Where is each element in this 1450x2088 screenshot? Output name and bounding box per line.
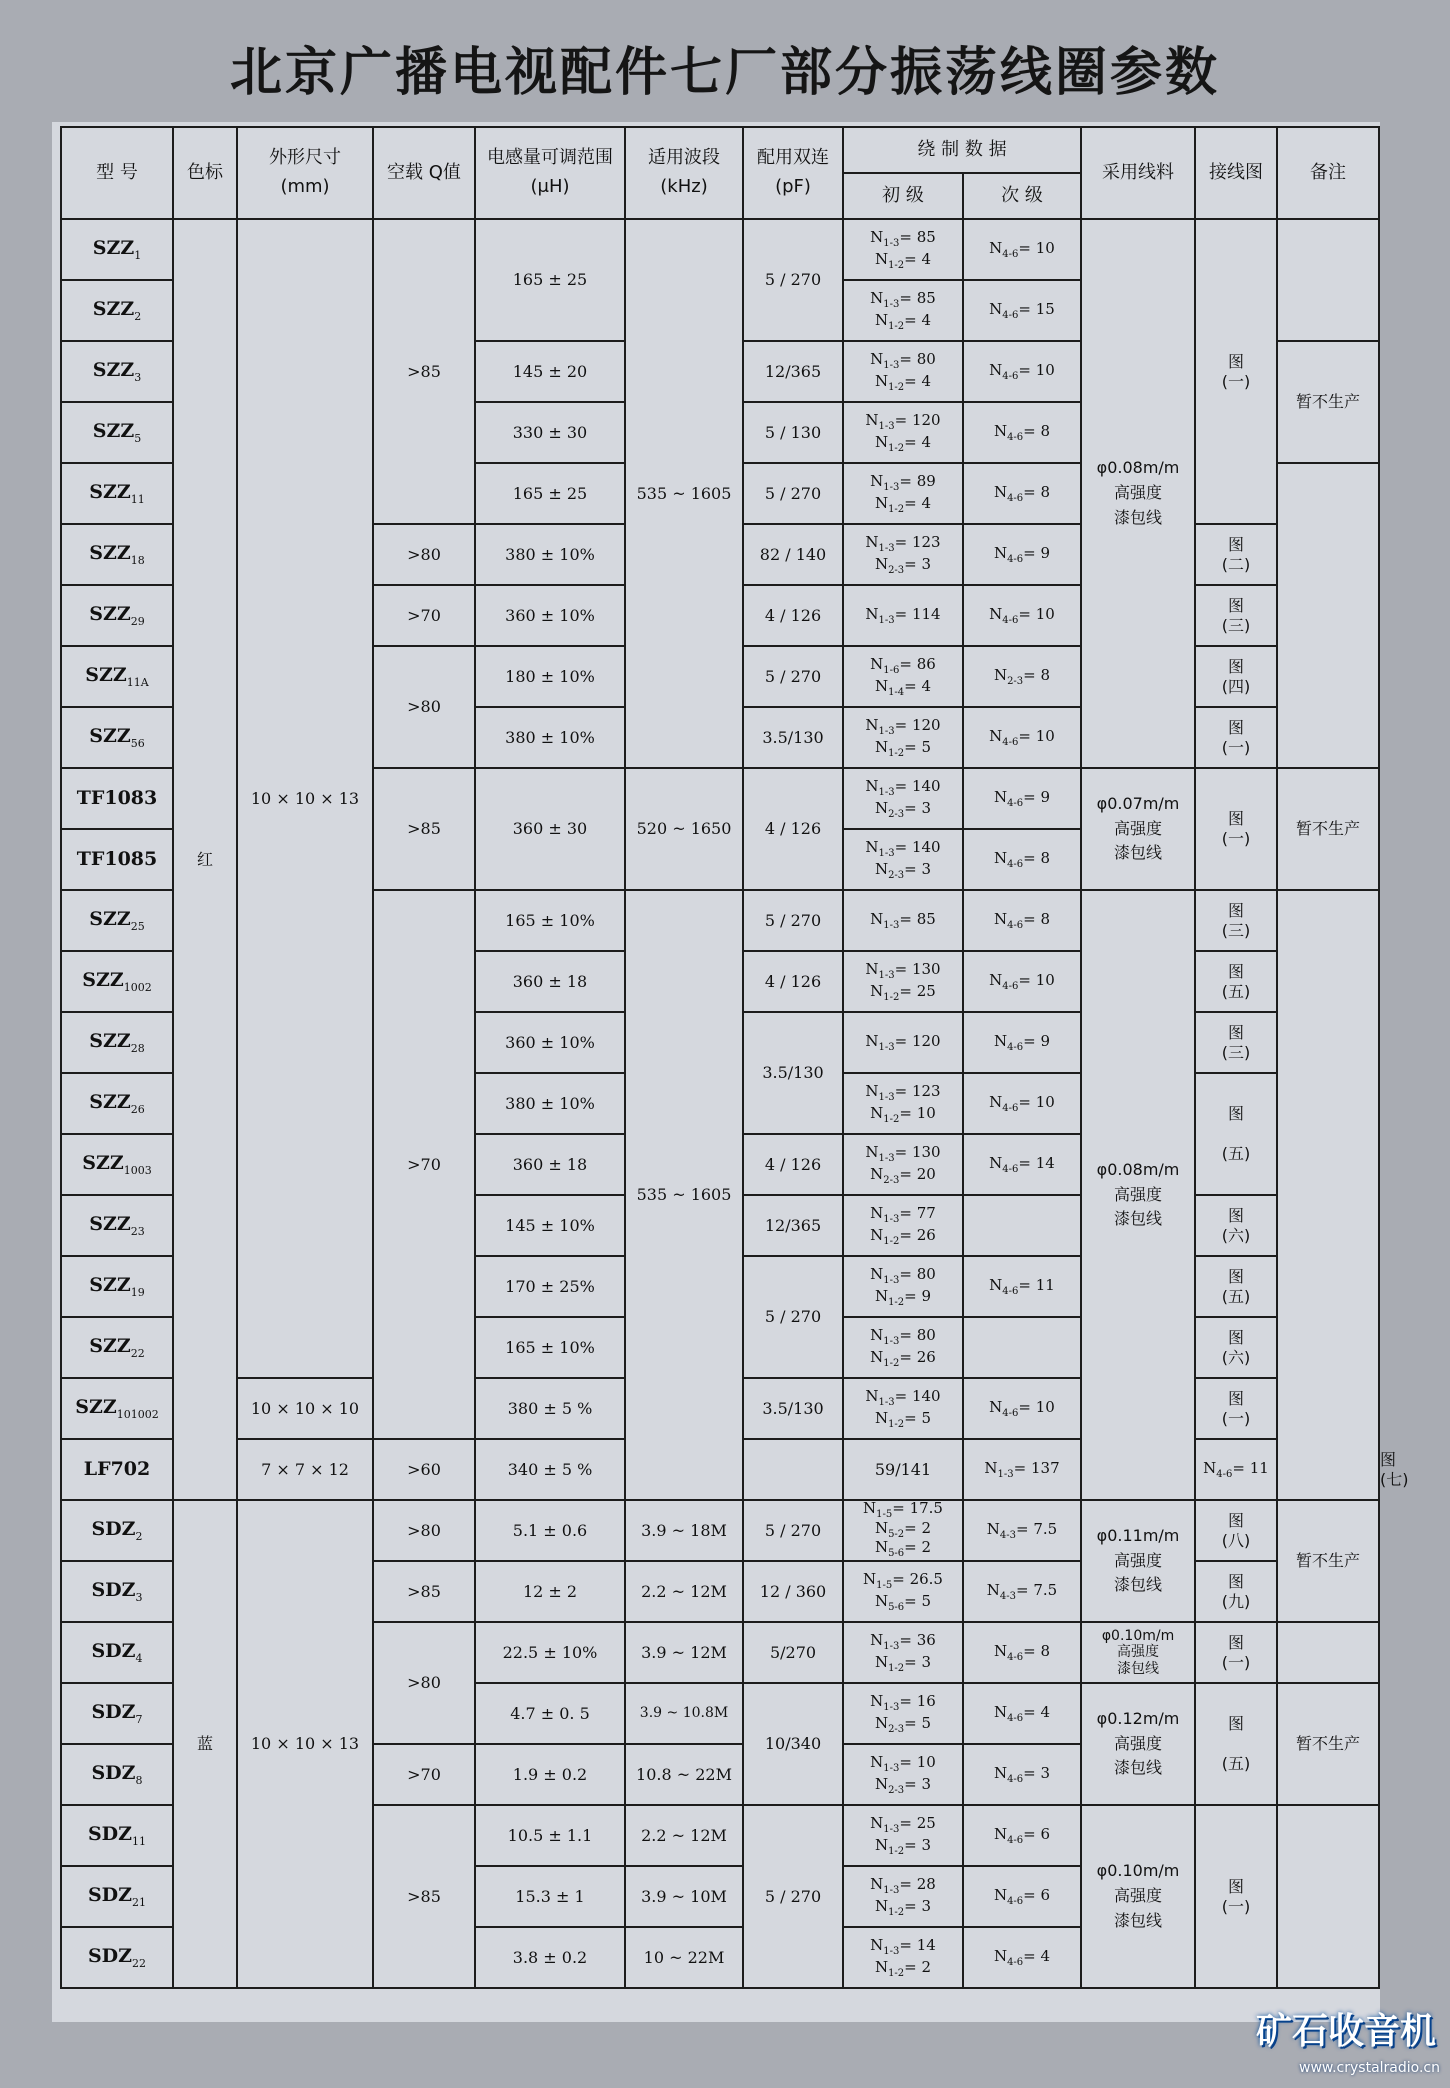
- band-cell: 3.9 ~ 10M: [625, 1866, 743, 1927]
- primary-winding: $N_{1-3}= 85$ $N_{1-2}= 4$: [843, 280, 963, 341]
- diagram-cell: 图 (六): [1195, 1195, 1277, 1256]
- diagram-cell: 图 (一): [1195, 768, 1277, 890]
- wire-cell: φ0.08m/m 高强度 漆包线: [1081, 890, 1195, 1500]
- inductance-cell: 380 ± 5 %: [475, 1378, 625, 1439]
- q-value: >60: [373, 1439, 475, 1500]
- model-cell: TF1083: [61, 768, 173, 829]
- inductance-cell: 22.5 ± 10%: [475, 1622, 625, 1683]
- inductance-cell: 165 ± 25: [475, 219, 625, 341]
- secondary-winding: $N_{4-6}= 10$: [963, 1378, 1081, 1439]
- q-value: >85: [373, 768, 475, 890]
- diagram-cell: 图 (三): [1195, 1012, 1277, 1073]
- header-capacitor: 配用双连 (pF): [743, 127, 843, 219]
- size-main: 10 × 10 × 13: [237, 219, 373, 1378]
- inductance-cell: 10.5 ± 1.1: [475, 1805, 625, 1866]
- band-cell: 3.9 ~ 18M: [625, 1500, 743, 1561]
- secondary-winding: $N_{4-6}= 10$: [963, 585, 1081, 646]
- capacitor-cell: 12/365: [743, 1195, 843, 1256]
- band-cell: 520 ~ 1650: [625, 768, 743, 890]
- primary-winding: $N_{1-3}= 130$ $N_{1-2}= 25$: [843, 951, 963, 1012]
- inductance-cell: 380 ± 10%: [475, 524, 625, 585]
- primary-winding: $N_{1-3}= 140$ $N_{2-3}= 3$: [843, 768, 963, 829]
- inductance-cell: 145 ± 20: [475, 341, 625, 402]
- capacitor-cell: 4 / 126: [743, 585, 843, 646]
- primary-winding: $N_{1-3}= 14$ $N_{1-2}= 2$: [843, 1927, 963, 1988]
- secondary-winding: $N_{4-6}= 10$: [963, 707, 1081, 768]
- band-cell: 3.9 ~ 12M: [625, 1622, 743, 1683]
- secondary-winding: $N_{4-6}= 9$: [963, 768, 1081, 829]
- capacitor-cell: 12/365: [743, 341, 843, 402]
- primary-winding: $N_{1-3}= 85$: [843, 890, 963, 951]
- secondary-winding: $N_{4-6}= 8$: [963, 890, 1081, 951]
- diagram-cell: 图 (五): [1195, 1683, 1277, 1805]
- band-cell: 10.8 ~ 22M: [625, 1744, 743, 1805]
- secondary-winding: $N_{4-6}= 14$: [963, 1134, 1081, 1195]
- diagram-cell: 图 (三): [1195, 890, 1277, 951]
- capacitor-cell: 5/270: [743, 1622, 843, 1683]
- wire-cell: φ0.10m/m 高强度 漆包线: [1081, 1622, 1195, 1683]
- capacitor-cell: 5 / 130: [743, 402, 843, 463]
- model-cell: $SZZ_{19}$: [61, 1256, 173, 1317]
- wire-cell: φ0.10m/m 高强度 漆包线: [1081, 1805, 1195, 1988]
- secondary-winding: $N_{4-6}= 8$: [963, 463, 1081, 524]
- capacitor-cell: 5 / 270: [743, 646, 843, 707]
- q-value: >70: [373, 890, 475, 1439]
- inductance-cell: 360 ± 30: [475, 768, 625, 890]
- primary-winding: $N_{1-3}= 137$: [963, 1439, 1081, 1500]
- secondary-winding: $N_{4-6}= 10$: [963, 219, 1081, 280]
- diagram-cell: 图 (一): [1195, 1805, 1277, 1988]
- secondary-winding: $N_{4-6}= 10$: [963, 1073, 1081, 1134]
- primary-winding: $N_{1-3}= 114$: [843, 585, 963, 646]
- q-value: >85: [373, 1561, 475, 1622]
- model-cell: $SZZ_{23}$: [61, 1195, 173, 1256]
- model-cell: $SZZ_3$: [61, 341, 173, 402]
- diagram-cell: 图 (二): [1195, 524, 1277, 585]
- band-cell: 2.2 ~ 12M: [625, 1805, 743, 1866]
- secondary-winding: $N_{4-6}= 10$: [963, 951, 1081, 1012]
- secondary-winding: $N_{4-6}= 11$: [963, 1256, 1081, 1317]
- primary-winding: $N_{1-3}= 77$ $N_{1-2}= 26$: [843, 1195, 963, 1256]
- inductance-cell: 330 ± 30: [475, 402, 625, 463]
- model-cell: $SZZ_2$: [61, 280, 173, 341]
- model-cell: $SZZ_{101002}$: [61, 1378, 173, 1439]
- watermark-url: www.crystalradio.cn: [1299, 2060, 1440, 2076]
- q-value: >85: [373, 219, 475, 524]
- model-cell: $SZZ_{22}$: [61, 1317, 173, 1378]
- inductance-cell: 360 ± 10%: [475, 585, 625, 646]
- primary-winding: $N_{1-3}= 28$ $N_{1-2}= 3$: [843, 1866, 963, 1927]
- primary-winding: $N_{1-3}= 120$: [843, 1012, 963, 1073]
- diagram-cell: 图 (一): [1195, 707, 1277, 768]
- capacitor-cell: 5 / 270: [743, 1256, 843, 1378]
- watermark-logo: 矿石收音机: [1255, 2011, 1436, 2052]
- note-cell-empty: [1277, 1805, 1379, 1988]
- secondary-winding: $N_{2-3}= 8$: [963, 646, 1081, 707]
- primary-winding: $N_{1-3}= 120$ $N_{1-2}= 5$: [843, 707, 963, 768]
- primary-winding: $N_{1-3}= 123$ $N_{1-2}= 10$: [843, 1073, 963, 1134]
- band-cell: 10 ~ 22M: [625, 1927, 743, 1988]
- band-cell-empty: [743, 1439, 843, 1500]
- q-value: >70: [373, 585, 475, 646]
- inductance-cell: 360 ± 18: [475, 951, 625, 1012]
- color-code-blue: 蓝: [173, 1500, 237, 1988]
- size-cell: 10 × 10 × 10: [237, 1378, 373, 1439]
- primary-winding: $N_{1-3}= 123$ $N_{2-3}= 3$: [843, 524, 963, 585]
- band-cell: 535 ~ 1605: [625, 890, 743, 1500]
- capacitor-cell: 3.5/130: [743, 707, 843, 768]
- secondary-winding: $N_{4-3}= 7.5$: [963, 1561, 1081, 1622]
- diagram-cell: 图 (一): [1195, 219, 1277, 524]
- secondary-winding: $N_{4-6}= 9$: [963, 524, 1081, 585]
- header-size: 外形尺寸 (mm): [237, 127, 373, 219]
- q-value: >80: [373, 646, 475, 768]
- primary-winding: $N_{1-3}= 80$ $N_{1-2}= 9$: [843, 1256, 963, 1317]
- wire-cell: φ0.08m/m 高强度 漆包线: [1081, 219, 1195, 768]
- note-cell: 暂不生产: [1277, 768, 1379, 890]
- primary-winding: $N_{1-3}= 36$ $N_{1-2}= 3$: [843, 1622, 963, 1683]
- capacitor-cell: 5 / 270: [743, 219, 843, 341]
- model-cell: $SDZ_{11}$: [61, 1805, 173, 1866]
- header-band: 适用波段 (kHz): [625, 127, 743, 219]
- inductance-cell: 12 ± 2: [475, 1561, 625, 1622]
- model-cell: $SZZ_{26}$: [61, 1073, 173, 1134]
- capacitor-cell: 10/340: [743, 1683, 843, 1805]
- secondary-winding: $N_{4-6}= 6$: [963, 1866, 1081, 1927]
- model-cell: $SDZ_4$: [61, 1622, 173, 1683]
- page-title: 北京广播电视配件七厂部分振荡线圈参数: [229, 43, 1220, 103]
- secondary-winding-empty: [963, 1195, 1081, 1256]
- secondary-winding: $N_{4-6}= 8$: [963, 1622, 1081, 1683]
- q-value: >70: [373, 1744, 475, 1805]
- model-cell: LF702: [61, 1439, 173, 1500]
- header-winding: 绕 制 数 据: [843, 127, 1081, 173]
- size-blue: 10 × 10 × 13: [237, 1500, 373, 1988]
- model-cell: $SDZ_2$: [61, 1500, 173, 1561]
- model-cell: $SZZ_{11}$: [61, 463, 173, 524]
- capacitor-cell: 5 / 270: [743, 463, 843, 524]
- primary-winding: $N_{1-3}= 89$ $N_{1-2}= 4$: [843, 463, 963, 524]
- secondary-winding: $N_{4-6}= 4$: [963, 1683, 1081, 1744]
- primary-winding: $N_{1-3}= 10$ $N_{2-3}= 3$: [843, 1744, 963, 1805]
- inductance-cell: 380 ± 10%: [475, 1073, 625, 1134]
- header-model: 型 号: [61, 127, 173, 219]
- header-wire: 采用线料: [1081, 127, 1195, 219]
- secondary-winding: $N_{4-6}= 4$: [963, 1927, 1081, 1988]
- secondary-winding: $N_{4-6}= 15$: [963, 280, 1081, 341]
- primary-winding: $N_{1-3}= 120$ $N_{1-2}= 4$: [843, 402, 963, 463]
- q-value: >80: [373, 1500, 475, 1561]
- header-primary: 初 级: [843, 173, 963, 219]
- inductance-cell: 360 ± 18: [475, 1134, 625, 1195]
- capacitor-cell: 5 / 270: [743, 890, 843, 951]
- diagram-cell: 图 (三): [1195, 585, 1277, 646]
- wire-cell: φ0.07m/m 高强度 漆包线: [1081, 768, 1195, 890]
- band-cell: 535 ~ 1605: [625, 219, 743, 768]
- size-cell: 7 × 7 × 12: [237, 1439, 373, 1500]
- primary-winding: $N_{1-3}= 25$ $N_{1-2}= 3$: [843, 1805, 963, 1866]
- capacitor-cell: 59/141: [843, 1439, 963, 1500]
- inductance-cell: 360 ± 10%: [475, 1012, 625, 1073]
- note-cell: 暂不生产: [1277, 341, 1379, 463]
- capacitor-cell: 12 / 360: [743, 1561, 843, 1622]
- primary-winding: $N_{1-3}= 80$ $N_{1-2}= 26$: [843, 1317, 963, 1378]
- header-note: 备注: [1277, 127, 1379, 219]
- inductance-cell: 165 ± 25: [475, 463, 625, 524]
- inductance-cell: 1.9 ± 0.2: [475, 1744, 625, 1805]
- secondary-winding: $N_{4-6}= 8$: [963, 402, 1081, 463]
- inductance-cell: 340 ± 5 %: [475, 1439, 625, 1500]
- capacitor-cell: 4 / 126: [743, 951, 843, 1012]
- capacitor-cell: 4 / 126: [743, 1134, 843, 1195]
- primary-winding: $N_{1-6}= 86$ $N_{1-4}= 4$: [843, 646, 963, 707]
- inductance-cell: 170 ± 25%: [475, 1256, 625, 1317]
- inductance-cell: 165 ± 10%: [475, 890, 625, 951]
- model-cell: $SZZ_{25}$: [61, 890, 173, 951]
- secondary-winding: $N_{4-6}= 6$: [963, 1805, 1081, 1866]
- primary-winding: $N_{1-3}= 140$ $N_{1-2}= 5$: [843, 1378, 963, 1439]
- inductance-cell: 5.1 ± 0.6: [475, 1500, 625, 1561]
- q-value: >80: [373, 524, 475, 585]
- band-cell: 3.9 ~ 10.8M: [625, 1683, 743, 1744]
- capacitor-cell: 4 / 126: [743, 768, 843, 890]
- model-cell: $SDZ_7$: [61, 1683, 173, 1744]
- diagram-cell: 图 (八): [1195, 1500, 1277, 1561]
- primary-winding: $N_{1-3}= 16$ $N_{2-3}= 5$: [843, 1683, 963, 1744]
- inductance-cell: 145 ± 10%: [475, 1195, 625, 1256]
- inductance-cell: 4.7 ± 0. 5: [475, 1683, 625, 1744]
- model-cell: $SDZ_3$: [61, 1561, 173, 1622]
- diagram-cell: 图 (四): [1195, 646, 1277, 707]
- model-cell: $SZZ_{18}$: [61, 524, 173, 585]
- inductance-cell: 15.3 ± 1: [475, 1866, 625, 1927]
- diagram-cell: 图 (五): [1195, 1073, 1277, 1195]
- model-cell: $SDZ_{22}$: [61, 1927, 173, 1988]
- secondary-winding: $N_{4-3}= 7.5$: [963, 1500, 1081, 1561]
- secondary-winding: $N_{4-6}= 11$: [1195, 1439, 1277, 1500]
- wire-cell: φ0.11m/m 高强度 漆包线: [1081, 1500, 1195, 1622]
- primary-winding: $N_{1-3}= 80$ $N_{1-2}= 4$: [843, 341, 963, 402]
- model-cell: $SZZ_{29}$: [61, 585, 173, 646]
- capacitor-cell: 3.5/130: [743, 1378, 843, 1439]
- secondary-winding: $N_{4-6}= 9$: [963, 1012, 1081, 1073]
- q-value: >80: [373, 1622, 475, 1744]
- capacitor-cell: 5 / 270: [743, 1500, 843, 1561]
- wire-cell: φ0.12m/m 高强度 漆包线: [1081, 1683, 1195, 1805]
- primary-winding: $N_{1-5}= 17.5$ $N_{5-2}= 2$ $N_{5-6}= 2$: [843, 1500, 963, 1561]
- model-cell: $SZZ_5$: [61, 402, 173, 463]
- secondary-winding: $N_{4-6}= 3$: [963, 1744, 1081, 1805]
- diagram-cell: 图 (一): [1195, 1622, 1277, 1683]
- header-secondary: 次 级: [963, 173, 1081, 219]
- note-cell: 暂不生产: [1277, 1683, 1379, 1805]
- color-code-red: 红: [173, 219, 237, 1500]
- secondary-winding-empty: [963, 1317, 1081, 1378]
- inductance-cell: 180 ± 10%: [475, 646, 625, 707]
- inductance-cell: 380 ± 10%: [475, 707, 625, 768]
- model-cell: $SZZ_{11A}$: [61, 646, 173, 707]
- model-cell: TF1085: [61, 829, 173, 890]
- model-cell: $SZZ_{1002}$: [61, 951, 173, 1012]
- note-cell-empty: [1277, 1622, 1379, 1683]
- diagram-cell: 图 (五): [1195, 1256, 1277, 1317]
- diagram-cell: 图 (一): [1195, 1378, 1277, 1439]
- diagram-cell: 图 (六): [1195, 1317, 1277, 1378]
- capacitor-cell: 5 / 270: [743, 1805, 843, 1988]
- inductance-cell: 165 ± 10%: [475, 1317, 625, 1378]
- header-color: 色标: [173, 127, 237, 219]
- model-cell: $SDZ_8$: [61, 1744, 173, 1805]
- inductance-cell: 3.8 ± 0.2: [475, 1927, 625, 1988]
- header-inductance: 电感量可调范围 (μH): [475, 127, 625, 219]
- capacitor-cell: 3.5/130: [743, 1012, 843, 1134]
- model-cell: $SZZ_{56}$: [61, 707, 173, 768]
- capacitor-cell: 82 / 140: [743, 524, 843, 585]
- note-cell-empty: [1277, 463, 1379, 768]
- q-value: >85: [373, 1805, 475, 1988]
- note-cell-empty: [1277, 219, 1379, 341]
- header-diagram: 接线图: [1195, 127, 1277, 219]
- primary-winding: $N_{1-3}= 130$ $N_{2-3}= 20$: [843, 1134, 963, 1195]
- note-cell-empty: [1277, 890, 1379, 1500]
- secondary-winding: $N_{4-6}= 10$: [963, 341, 1081, 402]
- primary-winding: $N_{1-3}= 140$ $N_{2-3}= 3$: [843, 829, 963, 890]
- primary-winding: $N_{1-5}= 26.5$ $N_{5-6}= 5$: [843, 1561, 963, 1622]
- note-cell: 暂不生产: [1277, 1500, 1379, 1622]
- model-cell: $SZZ_1$: [61, 219, 173, 280]
- model-cell: $SZZ_{28}$: [61, 1012, 173, 1073]
- model-cell: $SZZ_{1003}$: [61, 1134, 173, 1195]
- band-cell: 2.2 ~ 12M: [625, 1561, 743, 1622]
- diagram-cell: 图 (五): [1195, 951, 1277, 1012]
- primary-winding: $N_{1-3}= 85$ $N_{1-2}= 4$: [843, 219, 963, 280]
- model-cell: $SDZ_{21}$: [61, 1866, 173, 1927]
- secondary-winding: $N_{4-6}= 8$: [963, 829, 1081, 890]
- header-q: 空载 Q值: [373, 127, 475, 219]
- diagram-cell: 图 (九): [1195, 1561, 1277, 1622]
- coil-parameter-table: 型 号 色标 外形尺寸 (mm) 空载 Q值 电感量可调范围 (μH) 适用波段 (kHz) 配用双连 (pF) 绕 制 数 据 采用线料 接线图 备注 初 级 次 级 $SZZ_1$ 红 10 × 10 × 13 >85 165 ± 25 535 ~ 1605 5 / 270 $N_{1-3}= 85$ $N_{1-2}= 4$ $N_{4-6}= 10$ φ0.08m/m 高强度 漆包线 图 (一) $SZZ_2$ $N_{1-3}= 85$ $N_{1-2}= 4$ $N_{4-6}= 15$ $SZZ_3$ 145 ± 20 12/365 $N_{1-3}= 80$ $N_{1-2}= 4$ $N_{4-6}= 10$ 暂不生产 $SZZ_5$ 330 ± 30 5 / 130 $N_{1-3}= 120$ $N_{1-2}= 4$ $N_{4-6}= 8$ $SZZ_{11}$ 165 ± 25 5 / 270 $N_{1-3}= 89$ $N_{1-2}= 4$ $N_{4-6}= 8$ $SZZ_{18}$ >80 380 ± 10% 82 / 140 $N_{1-3}= 123$ $N_{2-3}= 3$ $N_{4-6}= 9$ 图 (二) $SZZ_{29}$ >70 360 ± 10% 4 / 126 $N_{1-3}= 114$ $N_{4-6}= 10$ 图 (三) $SZZ_{11A}$ >80 180 ± 10% 5 / 270 $N_{1-6}= 86$ $N_{1-4}= 4$ $N_{2-3}= 8$ 图 (四) $SZZ_{56}$ 380 ± 10% 3.5/130 $N_{1-3}= 120$ $N_{1-2}= 5$ $N_{4-6}= 10$ 图 (一) TF1083 >85 360 ± 30 520 ~ 1650 4 / 126 $N_{1-3}= 140$ $N_{2-3}= 3$ $N_{4-6}= 9$ φ0.07m/m 高强度 漆包线 图 (一) 暂不生产 TF1085 $N_{1-3}= 140$ $N_{2-3}= 3$ $N_{4-6}= 8$ $SZZ_{25}$ >70 165 ± 10% 535 ~ 1605 5 / 270 $N_{1-3}= 85$ $N_{4-6}= 8$ φ0.08m/m 高强度 漆包线 图 (三) $SZZ_{1002}$ 360 ± 18 4 / 126 $N_{1-3}= 130$ $N_{1-2}= 25$ $N_{4-6}= 10$ 图 (五) $SZZ_{28}$ 360 ± 10% 3.5/130 $N_{1-3}= 120$ $N_{4-6}= 9$ 图 (三) $SZZ_{26}$ 380 ± 10% $N_{1-3}= 123$ $N_{1-2}= 10$ $N_{4-6}= 10$ 图 (五) $SZZ_{1003}$ 360 ± 18 4 / 126 $N_{1-3}= 130$ $N_{2-3}= 20$ $N_{4-6}= 14$ $SZZ_{23}$ 145 ± 10% 12/365 $N_{1-3}= 77$ $N_{1-2}= 26$ 图 (六) $SZZ_{19}$ 170 ± 25% 5 / 270 $N_{1-3}= 80$ $N_{1-2}= 9$ $N_{4-6}= 11$ 图 (五) $SZZ_{22}$ 165 ± 10% $N_{1-3}= 80$ $N_{1-2}= 26$ 图 (六) $SZZ_{101002}$ 10 × 10 × 10 380 ± 5 % 3.5/130 $N_{1-3}= 140$ $N_{1-2}= 5$ $N_{4-6}= 10$ 图 (一) LF702 7 × 7 × 12 >60 340 ± 5 % 59/141 $N_{1-3}= 137$ $N_{4-6}= 11$ 图 (七) $SDZ_2$ 蓝 10 × 10 × 13 >80 5.1 ± 0.6 3.9 ~ 18M 5 / 270 $N_{1-5}= 17.5$ $N_{5-2}= 2$ $N_{5-6}= 2$ $N_{4-3}= 7.5$ φ0.11m/m 高强度 漆包线 图 (八) 暂不生产 $SDZ_3$ >85 12 ± 2 2.2 ~ 12M 12 / 360 $N_{1-5}= 26.5$ $N_{5-6}= 5$ $N_{4-3}= 7.5$ 图 (九) $SDZ_4$ >80 22.5 ± 10% 3.9 ~ 12M 5/270 $N_{1-3}= 36$ $N_{1-2}= 3$ $N_{4-6}= 8$ φ0.10m/m 高强度 漆包线 图 (一) $SDZ_7$ 4.7 ± 0. 5 3.9 ~ 10.8M 10/340 $N_{1-3}= 16$ $N_{2-3}= 5$ $N_{4-6}= 4$ φ0.12m/m 高强度 漆包线 图 (五) 暂不生产 $SDZ_8$ >70 1.9 ± 0.2 10.8 ~ 22M $N_{1-3}= 10$ $N_{2-3}= 3$ $N_{4-6}= 3$ $SDZ_{11}$ >85 10.5 ± 1.1 2.2 ~ 12M 5 / 270 $N_{1-3}= 25$ $N_{1-2}= 3$ $N_{4-6}= 6$ φ0.10m/m 高强度 漆包线 图 (一) $SDZ_{21}$ 15.3 ± 1 3.9 ~ 10M $N_{1-3}= 28$ $N_{1-2}= 3$ $N_{4-6}= 6$ $SDZ_{22}$ 3.8 ± 0.2 10 ~ 22M $N_{1-3}= 14$ $N_{1-2}= 2$ $N_{4-6}= 4$: [60, 126, 1380, 1989]
